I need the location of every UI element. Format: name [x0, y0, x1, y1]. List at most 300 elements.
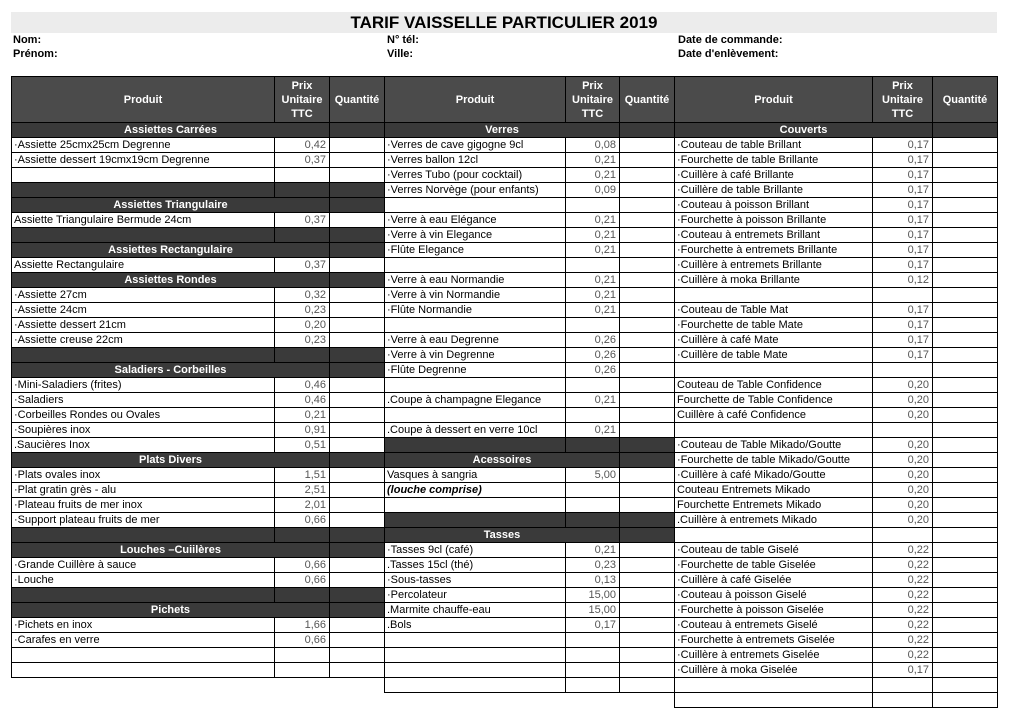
product-row — [675, 438, 998, 453]
empty-cell — [566, 633, 620, 648]
section-quantity-blank — [620, 123, 675, 138]
empty-row — [675, 528, 998, 543]
quantity-cell[interactable] — [620, 603, 675, 618]
empty-row — [385, 498, 675, 513]
quantity-cell[interactable] — [330, 333, 385, 348]
quantity-cell[interactable] — [933, 543, 998, 558]
unit-price: 0,17 — [873, 333, 933, 348]
quantity-cell[interactable] — [933, 228, 998, 243]
product-row — [675, 198, 998, 213]
section-title: Pichets — [12, 603, 330, 618]
product-row — [675, 303, 998, 318]
separator-cell — [330, 183, 385, 198]
product-name: ·Couteau à entremets Brillant — [675, 228, 873, 243]
quantity-cell[interactable] — [330, 438, 385, 453]
product-row — [675, 648, 998, 663]
unit-price: 0,17 — [873, 168, 933, 183]
separator-cell — [12, 183, 275, 198]
section-header — [12, 123, 385, 138]
product-name: .Bols — [385, 618, 566, 633]
section-title: Plats Divers — [12, 453, 330, 468]
unit-price: 0,21 — [566, 303, 620, 318]
product-row — [12, 618, 385, 633]
quantity-cell[interactable] — [620, 288, 675, 303]
table-assiettes — [11, 76, 385, 678]
product-name: ·Carafes en verre — [12, 633, 275, 648]
section-header — [12, 198, 385, 213]
separator-cell — [275, 228, 330, 243]
quantity-cell[interactable] — [620, 573, 675, 588]
quantity-cell[interactable] — [933, 498, 998, 513]
product-name: ·Verre à eau Normandie — [385, 273, 566, 288]
product-row — [675, 138, 998, 153]
product-name: ·Assiette 27cm — [12, 288, 275, 303]
product-row — [675, 663, 998, 678]
product-name: ·Tasses 9cl (café) — [385, 543, 566, 558]
unit-price: 0,37 — [275, 153, 330, 168]
unit-price: 0,21 — [566, 423, 620, 438]
quantity-cell[interactable] — [330, 318, 385, 333]
section-quantity-blank — [330, 363, 385, 378]
quantity-cell[interactable] — [620, 588, 675, 603]
product-name: ·Soupières inox — [12, 423, 275, 438]
quantity-cell[interactable] — [620, 483, 675, 498]
empty-cell — [675, 678, 873, 693]
product-name: ·Plateau fruits de mer inox — [12, 498, 275, 513]
unit-price: 0,17 — [873, 303, 933, 318]
quantity-cell[interactable] — [933, 138, 998, 153]
product-name: ·Couteau de Table Mat — [675, 303, 873, 318]
quantity-cell[interactable] — [330, 153, 385, 168]
empty-cell — [620, 318, 675, 333]
unit-price: 15,00 — [566, 603, 620, 618]
quantity-cell[interactable] — [330, 138, 385, 153]
product-name: .Marmite chauffe-eau — [385, 603, 566, 618]
product-row — [385, 468, 675, 483]
product-row — [12, 333, 385, 348]
product-row — [675, 408, 998, 423]
product-name: ·Fourchette de table Giselée — [675, 558, 873, 573]
empty-cell — [566, 648, 620, 663]
quantity-cell[interactable] — [330, 498, 385, 513]
separator-cell — [330, 348, 385, 363]
unit-price: 0,17 — [873, 213, 933, 228]
unit-price: 0,37 — [275, 258, 330, 273]
section-quantity-blank — [330, 273, 385, 288]
quantity-cell[interactable] — [620, 168, 675, 183]
separator-cell — [620, 513, 675, 528]
product-name: Assiette Triangulaire Bermude 24cm — [12, 213, 275, 228]
prenom-label: Prénom: — [13, 48, 58, 60]
unit-price: 0,20 — [275, 318, 330, 333]
quantity-cell[interactable] — [330, 213, 385, 228]
separator-cell — [385, 513, 566, 528]
product-name: ·Pichets en inox — [12, 618, 275, 633]
product-row — [385, 138, 675, 153]
separator-cell — [12, 528, 275, 543]
unit-price: 1,51 — [275, 468, 330, 483]
product-name: ·Cuillère de table Brillante — [675, 183, 873, 198]
unit-price: 0,66 — [275, 558, 330, 573]
unit-price: 0,46 — [275, 378, 330, 393]
product-name: ·Couteau à poisson Giselé — [675, 588, 873, 603]
quantity-cell[interactable] — [620, 273, 675, 288]
quantity-cell[interactable] — [933, 648, 998, 663]
product-row — [12, 408, 385, 423]
empty-row — [12, 648, 385, 663]
product-name: ·Fourchette à entremets Giselée — [675, 633, 873, 648]
empty-cell — [620, 633, 675, 648]
empty-row — [385, 258, 675, 273]
separator-cell — [12, 348, 275, 363]
empty-cell — [385, 663, 566, 678]
quantity-cell[interactable] — [620, 558, 675, 573]
product-name: ·Couteau de table Giselé — [675, 543, 873, 558]
quantity-cell[interactable] — [933, 438, 998, 453]
product-name: Cuillère à café Confidence — [675, 408, 873, 423]
unit-price: 1,66 — [275, 618, 330, 633]
quantity-cell[interactable] — [620, 243, 675, 258]
quantity-cell[interactable] — [933, 603, 998, 618]
product-name: ·Couteau de table Brillant — [675, 138, 873, 153]
quantity-cell[interactable] — [330, 558, 385, 573]
unit-price: 0,17 — [873, 348, 933, 363]
section-header — [675, 123, 998, 138]
product-row — [675, 213, 998, 228]
product-row — [675, 618, 998, 633]
quantity-cell[interactable] — [620, 183, 675, 198]
separator-cell — [275, 183, 330, 198]
product-name: ·Plats ovales inox — [12, 468, 275, 483]
quantity-cell[interactable] — [330, 618, 385, 633]
product-row — [675, 318, 998, 333]
section-quantity-blank — [330, 543, 385, 558]
header-prix: Prix Unitaire TTC — [566, 77, 620, 123]
product-name: ·Verre à vin Elegance — [385, 228, 566, 243]
product-name: ·Couteau à entremets Giselé — [675, 618, 873, 633]
unit-price: 0,17 — [873, 228, 933, 243]
product-name: ·Assiette dessert 19cmx19cm Degrenne — [12, 153, 275, 168]
separator-cell — [566, 513, 620, 528]
quantity-cell[interactable] — [933, 618, 998, 633]
product-row — [675, 258, 998, 273]
quantity-cell[interactable] — [330, 378, 385, 393]
unit-price: 0,22 — [873, 558, 933, 573]
product-row — [385, 573, 675, 588]
unit-price: 0,23 — [275, 333, 330, 348]
product-row — [385, 303, 675, 318]
quantity-cell[interactable] — [933, 393, 998, 408]
unit-price: 0,17 — [873, 258, 933, 273]
quantity-cell[interactable] — [620, 363, 675, 378]
product-name: ·Verres de cave gigogne 9cl — [385, 138, 566, 153]
header-produit: Produit — [675, 77, 873, 123]
product-name: .Coupe à dessert en verre 10cl — [385, 423, 566, 438]
section-title: Louches –Cuiilères — [12, 543, 330, 558]
quantity-cell[interactable] — [933, 183, 998, 198]
quantity-cell[interactable] — [620, 138, 675, 153]
empty-cell — [385, 648, 566, 663]
section-quantity-blank — [933, 123, 998, 138]
price-tables — [11, 76, 997, 700]
product-row — [12, 483, 385, 498]
header-quantite: Quantité — [620, 77, 675, 123]
quantity-cell[interactable] — [330, 393, 385, 408]
product-name: ·Couteau de Table Mikado/Goutte — [675, 438, 873, 453]
separator-cell — [330, 228, 385, 243]
product-name: Vasques à sangria — [385, 468, 566, 483]
separator-cell — [275, 348, 330, 363]
product-row — [385, 288, 675, 303]
quantity-cell[interactable] — [933, 573, 998, 588]
product-name: ·Assiette creuse 22cm — [12, 333, 275, 348]
quantity-cell[interactable] — [620, 333, 675, 348]
product-name: ·Louche — [12, 573, 275, 588]
separator-row — [385, 438, 675, 453]
quantity-cell[interactable] — [933, 588, 998, 603]
product-name: ·Percolateur — [385, 588, 566, 603]
section-header — [12, 273, 385, 288]
section-title: Saladiers - Corbeilles — [12, 363, 330, 378]
quantity-cell[interactable] — [933, 558, 998, 573]
empty-row — [675, 288, 998, 303]
product-row — [385, 393, 675, 408]
quantity-cell[interactable] — [933, 303, 998, 318]
section-header — [385, 453, 675, 468]
product-row — [675, 273, 998, 288]
separator-row — [12, 588, 385, 603]
product-row — [385, 183, 675, 198]
empty-cell — [275, 168, 330, 183]
section-header — [12, 453, 385, 468]
separator-row — [12, 183, 385, 198]
quantity-cell[interactable] — [620, 348, 675, 363]
unit-price: 2,01 — [275, 498, 330, 513]
empty-row — [675, 678, 998, 693]
product-row — [12, 318, 385, 333]
page-title: TARIF VAISSELLE PARTICULIER 2019 — [350, 13, 658, 32]
quantity-cell[interactable] — [620, 543, 675, 558]
nom-label: Nom: — [13, 34, 42, 46]
empty-cell — [620, 198, 675, 213]
quantity-cell[interactable] — [933, 258, 998, 273]
unit-price: 0,66 — [275, 633, 330, 648]
empty-cell — [566, 318, 620, 333]
quantity-cell[interactable] — [933, 168, 998, 183]
product-row — [675, 588, 998, 603]
quantity-cell[interactable] — [330, 573, 385, 588]
product-row — [385, 363, 675, 378]
product-row — [385, 558, 675, 573]
quantity-cell[interactable] — [330, 633, 385, 648]
product-name: ·Cuillère à café Mate — [675, 333, 873, 348]
empty-cell — [385, 198, 566, 213]
product-row — [675, 168, 998, 183]
table-header — [12, 77, 385, 123]
separator-cell — [385, 438, 566, 453]
empty-cell — [330, 663, 385, 678]
separator-cell — [330, 528, 385, 543]
quantity-cell[interactable] — [330, 408, 385, 423]
empty-cell — [933, 288, 998, 303]
quantity-cell[interactable] — [620, 618, 675, 633]
product-name: ·Cuillère à moka Brillante — [675, 273, 873, 288]
empty-cell — [873, 288, 933, 303]
section-header — [12, 603, 385, 618]
product-name: ·Verre à eau Elégance — [385, 213, 566, 228]
quantity-cell[interactable] — [933, 378, 998, 393]
unit-price: 0,20 — [873, 498, 933, 513]
quantity-cell[interactable] — [933, 243, 998, 258]
product-name: ·Verres ballon 12cl — [385, 153, 566, 168]
empty-cell — [620, 258, 675, 273]
empty-cell — [12, 648, 275, 663]
product-row — [675, 228, 998, 243]
quantity-cell[interactable] — [933, 483, 998, 498]
product-row — [675, 633, 998, 648]
empty-cell — [933, 693, 998, 708]
quantity-cell[interactable] — [330, 468, 385, 483]
section-header — [12, 543, 385, 558]
quantity-cell[interactable] — [620, 393, 675, 408]
quantity-cell[interactable] — [330, 423, 385, 438]
unit-price: 0,21 — [566, 213, 620, 228]
empty-cell — [385, 408, 566, 423]
empty-row — [385, 318, 675, 333]
quantity-cell[interactable] — [933, 333, 998, 348]
section-quantity-blank — [330, 453, 385, 468]
product-row — [12, 213, 385, 228]
product-name: ·Fourchette de table Brillante — [675, 153, 873, 168]
unit-price: 0,17 — [873, 243, 933, 258]
product-row — [12, 303, 385, 318]
empty-row — [675, 423, 998, 438]
unit-price: 0,21 — [275, 408, 330, 423]
unit-price: 0,13 — [566, 573, 620, 588]
separator-cell — [330, 588, 385, 603]
unit-price: 0,23 — [566, 558, 620, 573]
quantity-cell[interactable] — [330, 483, 385, 498]
empty-row — [385, 678, 675, 693]
section-header — [12, 243, 385, 258]
quantity-cell[interactable] — [933, 408, 998, 423]
product-row — [12, 423, 385, 438]
unit-price: 5,00 — [566, 468, 620, 483]
quantity-cell[interactable] — [330, 288, 385, 303]
unit-price: 0,17 — [566, 618, 620, 633]
product-row — [385, 153, 675, 168]
empty-cell — [620, 378, 675, 393]
quantity-cell[interactable] — [933, 453, 998, 468]
empty-cell — [675, 693, 873, 708]
quantity-cell[interactable] — [933, 348, 998, 363]
quantity-cell[interactable] — [620, 228, 675, 243]
section-quantity-blank — [330, 243, 385, 258]
empty-row — [385, 408, 675, 423]
header-prix: Prix Unitaire TTC — [873, 77, 933, 123]
empty-cell — [873, 693, 933, 708]
product-name: Fourchette de Table Confidence — [675, 393, 873, 408]
section-title: Verres — [385, 123, 620, 138]
quantity-cell[interactable] — [330, 258, 385, 273]
product-name: (louche comprise) — [385, 483, 566, 498]
quantity-cell[interactable] — [620, 423, 675, 438]
empty-cell — [12, 663, 275, 678]
quantity-cell[interactable] — [933, 153, 998, 168]
unit-price: 0,20 — [873, 483, 933, 498]
unit-price: 0,21 — [566, 243, 620, 258]
unit-price: 0,22 — [873, 588, 933, 603]
quantity-cell[interactable] — [620, 303, 675, 318]
unit-price: 0,17 — [873, 153, 933, 168]
product-row — [385, 273, 675, 288]
section-title: Assiettes Triangulaire — [12, 198, 330, 213]
unit-price: 0,21 — [566, 153, 620, 168]
product-row — [385, 213, 675, 228]
product-name: ·Verre à eau Degrenne — [385, 333, 566, 348]
empty-cell — [385, 633, 566, 648]
unit-price: 0,20 — [873, 393, 933, 408]
quantity-cell[interactable] — [620, 153, 675, 168]
product-row — [675, 333, 998, 348]
product-name: ·Cuillère à moka Giselée — [675, 663, 873, 678]
empty-cell — [933, 363, 998, 378]
product-row — [675, 483, 998, 498]
quantity-cell[interactable] — [933, 273, 998, 288]
table-header — [675, 77, 998, 123]
product-row — [675, 453, 998, 468]
product-name: .Tasses 15cl (thé) — [385, 558, 566, 573]
unit-price — [566, 483, 620, 498]
section-header — [12, 363, 385, 378]
quantity-cell[interactable] — [330, 513, 385, 528]
unit-price: 0,09 — [566, 183, 620, 198]
quantity-cell[interactable] — [933, 663, 998, 678]
quantity-cell[interactable] — [933, 198, 998, 213]
product-row — [12, 258, 385, 273]
unit-price: 0,22 — [873, 603, 933, 618]
quantity-cell[interactable] — [933, 633, 998, 648]
quantity-cell[interactable] — [620, 468, 675, 483]
section-quantity-blank — [620, 453, 675, 468]
empty-cell — [385, 498, 566, 513]
product-row — [385, 423, 675, 438]
section-title: Assiettes Carrées — [12, 123, 330, 138]
quantity-cell[interactable] — [933, 468, 998, 483]
product-row — [12, 513, 385, 528]
quantity-cell[interactable] — [933, 213, 998, 228]
quantity-cell[interactable] — [330, 303, 385, 318]
product-name: ·Verre à vin Degrenne — [385, 348, 566, 363]
header-produit: Produit — [385, 77, 566, 123]
separator-cell — [275, 528, 330, 543]
product-row — [385, 333, 675, 348]
section-title: Tasses — [385, 528, 620, 543]
empty-row — [12, 663, 385, 678]
product-row — [675, 513, 998, 528]
product-row — [385, 483, 675, 498]
unit-price: 0,22 — [873, 618, 933, 633]
empty-cell — [385, 258, 566, 273]
product-name: ·Fourchette de table Mikado/Goutte — [675, 453, 873, 468]
unit-price: 0,21 — [566, 288, 620, 303]
quantity-cell[interactable] — [933, 513, 998, 528]
empty-cell — [620, 678, 675, 693]
unit-price: 0,08 — [566, 138, 620, 153]
quantity-cell[interactable] — [620, 213, 675, 228]
quantity-cell[interactable] — [933, 318, 998, 333]
section-quantity-blank — [330, 198, 385, 213]
